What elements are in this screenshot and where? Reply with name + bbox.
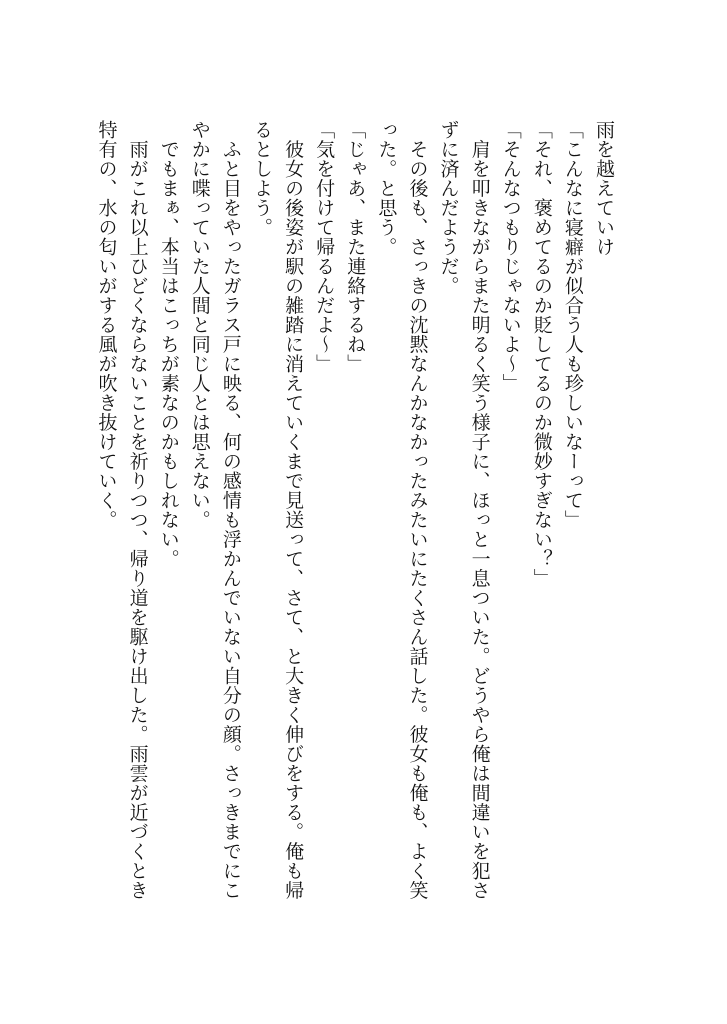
text-line: 特有の、水の匂いがする風が吹き抜けていく。 bbox=[95, 120, 118, 530]
text-line: 「こんなに寝癖が似合う人も珍しいなーって」 bbox=[561, 120, 584, 530]
title-line: 雨を越えていけ bbox=[593, 120, 615, 257]
text-line: った。と思う。 bbox=[375, 120, 398, 257]
text-line: 雨がこれ以上ひどくならないことを祈りつつ、帰り道を駆け出した。雨雲が近づくとき bbox=[126, 120, 149, 900]
vertical-text-block bbox=[90, 120, 619, 920]
text-line: ずに済んだようだ。 bbox=[437, 120, 460, 296]
text-line: 「気を付けて帰るんだよ〜」 bbox=[313, 120, 336, 374]
text-line: 「じゃあ、また連絡するね」 bbox=[344, 120, 367, 374]
text-line: 彼女の後姿が駅の雑踏に消えていくまで見送って、さて、と大きく伸びをする。俺も帰 bbox=[282, 120, 305, 900]
text-line: 「それ、褒めてるのか貶してるのか微妙すぎない？」 bbox=[530, 120, 553, 588]
text-line: でもまぁ、本当はこっちが素なのかもしれない。 bbox=[157, 120, 180, 569]
text-line: ふと目をやったガラス戸に映る、何の感情も浮かんでいない自分の顔。さっきまでにこ bbox=[219, 120, 242, 900]
text-line: その後も、さっきの沈黙なんかなかったみたいにたくさん話した。彼女も俺も、よく笑 bbox=[406, 120, 429, 900]
text-line: 「そんなつもりじゃないよ〜」 bbox=[499, 120, 522, 393]
text-line: 肩を叩きながらまた明るく笑う様子に、ほっと一息ついた。どうやら俺は間違いを犯さ bbox=[468, 120, 491, 900]
text-line: やかに喋っていた人間と同じ人とは思えない。 bbox=[188, 120, 211, 530]
text-line: るとしよう。 bbox=[250, 120, 273, 237]
